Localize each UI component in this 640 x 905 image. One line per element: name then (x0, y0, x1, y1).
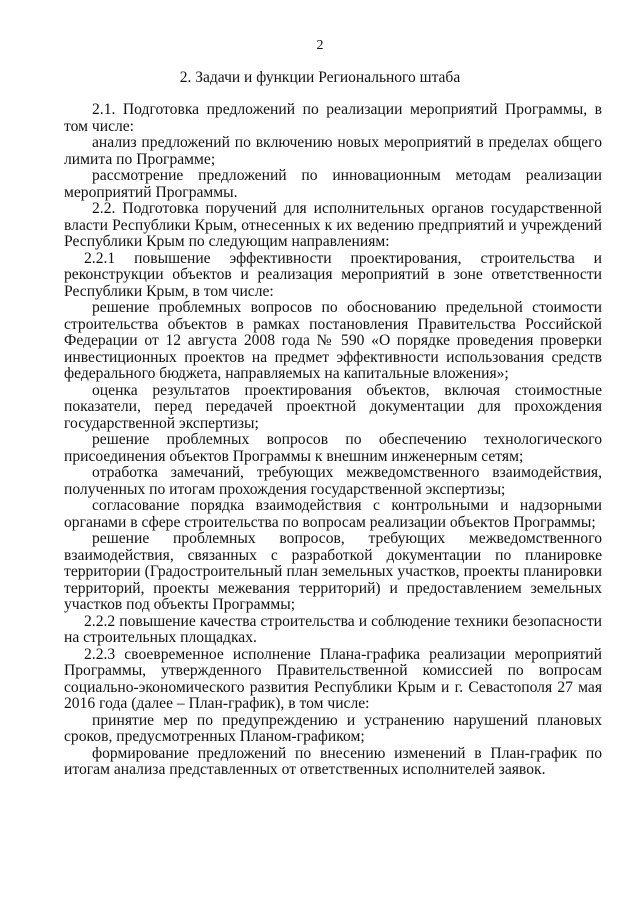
paragraph-innovative-methods: рассмотрение предложений по инновационным методам реализации мероприятий Программы. (64, 167, 602, 201)
paragraph-analysis-proposals: анализ предложений по включению новых мероприятий в пределах общего лимита по Программе; (64, 134, 602, 168)
document-body (64, 102, 602, 779)
paragraph-cost-limits: решение проблемных вопросов по обоснованию предельной стоимости строительства объектов в рамках постановления Правительства Российской Федерации от 12 августа 2008 года № 590 «О порядке проведения проверки инвестиционных проектов на предмет эффективности использования средств федерального бюджета, направляемых на капитальные вложения»; (64, 299, 602, 382)
paragraph-2-1: 2.1. Подготовка предложений по реализации мероприятий Программы, в том числе: (64, 101, 602, 135)
paragraph-coordination: согласование порядка взаимодействия с контрольными и надзорными органами в сфере строительства по вопросам реализации объектов Программы; (64, 497, 602, 531)
paragraph-2-2-1: 2.2.1 повышение эффективности проектирования, строительства и реконструкции объектов и реализация мероприятий в зоне ответственности Республики Крым, в том числе: (64, 249, 602, 300)
paragraph-territory-planning: решение проблемных вопросов, требующих межведомственного взаимодействия, связанных с разработкой документации по планировке территории (Градостроительный план земельных участков, проекты планировки территорий, проекты межевания территорий) и предоставлением земельных участков под объекты Программы; (64, 530, 602, 613)
paragraph-design-evaluation: оценка результатов проектирования объектов, включая стоимостные показатели, перед передачей проектной документации для прохождения государственной экспертизы; (64, 381, 602, 432)
paragraph-tech-connection: решение проблемных вопросов по обеспечению технологического присоединения объектов Программы к внешним инженерным сетям; (64, 431, 602, 465)
paragraph-violations: принятие мер по предупреждению и устранению нарушений плановых сроков, предусмотренных Планом-графиком; (64, 711, 602, 745)
paragraph-2-2-2: 2.2.2 повышение качества строительства и соблюдение техники безопасности на строительных площадках. (64, 612, 602, 646)
section-heading: 2. Задачи и функции Регионального штаба (179, 69, 461, 86)
paragraph-schedule-changes: формирование предложений по внесению изменений в План-график по итогам анализа представленных от ответственных исполнителей заявок. (64, 744, 602, 778)
page-number: 2 (316, 38, 324, 53)
paragraph-remarks: отработка замечаний, требующих межведомственного взаимодействия, полученных по итогам прохождения государственной экспертизы; (64, 464, 602, 498)
paragraph-2-2-3: 2.2.3 своевременное исполнение Плана-графика реализации мероприятий Программы, утвержденного Правительственной комиссией по вопросам социально-экономического развития Республики Крым и г. Севастополя 27 мая 2016 года (далее – План-график), в том числе: (64, 645, 602, 712)
paragraph-2-2: 2.2. Подготовка поручений для исполнительных органов государственной власти Республики Крым, отнесенных к их ведению предприятий и учреждений Республики Крым по следующим направлениям: (64, 200, 602, 250)
